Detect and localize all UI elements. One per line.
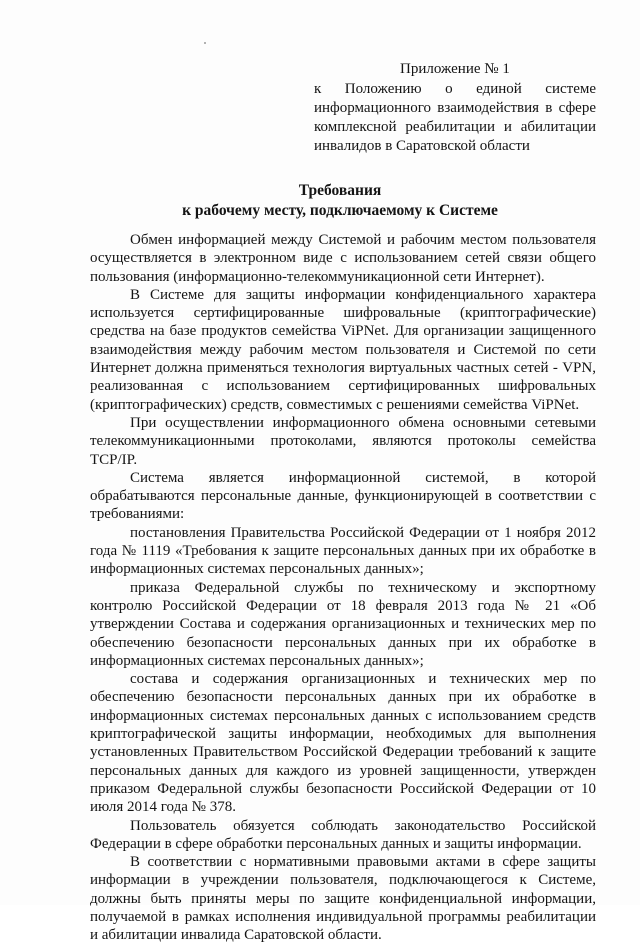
paragraph: В соответствии с нормативными правовыми актами в сфере защиты информации в учреждении пользователя, подключающегося к Системе, должны быть приняты меры по защите конфиденциальной информации, получаемой в рамках исполнения индивидуальной программы реабилитации и абилитации инвалида Саратовской области. — [90, 854, 596, 944]
paragraph: Пользователь обязуется соблюдать законодательство Российской Федерации в сфере обработки персональных данных и защиты информации. — [90, 817, 596, 852]
appendix-header — [314, 60, 596, 156]
paragraph: приказа Федеральной службы по техническому и экспортному контролю Российской Федерации от 18 февраля 2013 года № 21 «Об утверждении Состава и содержания организационных и технических мер по обеспечению безопасности персональных данных при их обработке в информационных системах персональных данных»; — [90, 579, 596, 669]
scan-speck — [204, 42, 206, 44]
title-line-2: к рабочему месту, подключаемому к Системе — [182, 202, 498, 219]
appendix-reference: к Положению о единой системе информационного взаимодействия в сфере комплексной реабилитации и абилитации инвалидов в Саратовской области — [314, 81, 596, 154]
paragraph: постановления Правительства Российской Федерации от 1 ноября 2012 года № 1119 «Требования к защите персональных данных при их обработке в информационных системах персональных данных»; — [90, 524, 596, 578]
paragraph: Система является информационной системой, в которой обрабатываются персональные данные, функционирующей в соответствии с требованиями: — [90, 469, 596, 523]
appendix-number: Приложение № 1 — [400, 61, 510, 77]
paragraph: Обмен информацией между Системой и рабочим местом пользователя осуществляется в электронном виде с использованием сетей связи общего пользования (информационно-телекоммуникационной сети Интернет). — [90, 232, 596, 285]
paragraph: При осуществлении информационного обмена основными сетевыми телекоммуникационными протоколами, являются протоколы семейства TCP/IP. — [90, 414, 596, 468]
document-title — [90, 181, 590, 221]
title-line-1: Требования — [298, 182, 382, 199]
paragraph: состава и содержания организационных и технических мер по обеспечению безопасности персональных данных при их обработке в информационных системах персональных данных с использованием средств криптографической защиты информации, необходимых для выполнения установленных Правительством Российской Федерации требований к защите персональных данных для каждого из уровней защищенности, утвержден приказом Федеральной службы безопасности Российской Федерации от 10 июля 2014 года № 378. — [90, 671, 596, 816]
document-body — [90, 231, 596, 945]
paragraph: В Системе для защиты информации конфиденциального характера используется сертифицированные шифровальные (криптографические) средства на базе продуктов семейства ViPNet. Для организации защищенного взаимодействия между рабочим местом пользователя и Системой по сети Интернет должна применяться технология виртуальных частных сетей - VPN, реализованная с использованием сертифицированных шифровальных (криптографических) средств, совместимых с решениями семейства ViPNet. — [90, 286, 596, 413]
